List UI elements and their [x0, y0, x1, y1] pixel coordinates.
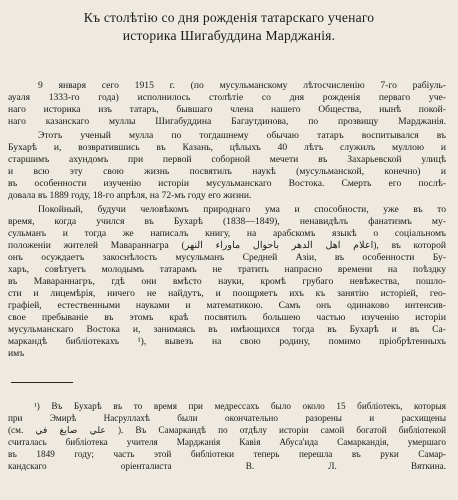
footnote-line: при Эмирѣ Насруллахѣ были окончательно разорены и расхищены [8, 413, 446, 423]
paragraph-3-line: свое пребываніе въ этомъ краѣ посвятилъ большею частью изученію исторіи [8, 312, 446, 323]
paragraph-2-line: старшимъ ахундомъ при первой соборной мечети въ Захарьевской улицѣ [8, 154, 446, 165]
paragraph-3-line: положеніи жителей Мавараннагра (اعلام اهل الدهر باحوال ماوراء النهر), въ которой [8, 240, 446, 251]
paragraph-1-line: 9 января сего 1915 г. (по мусульманскому лѣтосчисленію 7-го рабіуль- [38, 80, 446, 91]
paragraph-3-line: мусульманскаго Востока и, занимаясь въ имѣющихся тогда въ Бухарѣ и въ Са- [8, 324, 446, 335]
paragraph-2-line: Бухарѣ и, возвратившись въ Казань, цѣлыхъ 40 лѣтъ служилъ муллою и [8, 142, 446, 153]
paragraph-2-line: въ особенности изученію исторіи мусульманскаго Востока. Смерть его послѣ- [8, 178, 446, 189]
paragraph-2-line: довала въ 1889 году, 18-го апрѣля, на 72-мъ году его жизни. [8, 190, 252, 201]
paragraph-3-line: маркандѣ библіотекахъ ¹), вывезъ на свою родину, помимо пріобрѣтенныхъ [8, 336, 446, 347]
paragraph-1-line: наго историка изъ татаръ, бывшаго члена нашего Общества, нынѣ покой- [8, 104, 446, 115]
title-line-2: историка Шигабуддина Марджанія. [122, 28, 336, 43]
footnote-line: ¹) Въ Бухарѣ въ то время при медрессахъ было около 15 библіотекъ, которыя [34, 401, 446, 411]
paragraph-3-line: онъ осуждаетъ закоснѣлость мусульманъ Средней Азіи, въ особенности Бу- [8, 252, 446, 263]
footnote-divider [11, 382, 73, 383]
paragraph-3-line: имъ [8, 348, 25, 359]
paragraph-3-line: харъ, совѣтуетъ молодымъ татарамъ не тратить напрасно времени на поѣздку [8, 264, 446, 275]
paragraph-2-line: и всю эту свою жизнь посвятилъ наукѣ (мусульманской, конечно) и [8, 166, 446, 177]
paragraph-3-line: сти и лицемѣрія, ничего не найдутъ, и поощряетъ ихъ къ занятію исторіей, гео- [8, 288, 446, 299]
footnote-line: въ 1849 году; часть этой библіотеки теперь перешла въ руки Самар- [8, 449, 446, 459]
paragraph-3-line: Покойный, будучи человѣкомъ природнаго ума и способности, уже въ то [38, 204, 446, 215]
paragraph-3-line: въ Мавараннагръ, гдѣ они вмѣсто науки, кромѣ грубаго невѣжества, пошло- [8, 276, 446, 287]
paragraph-3-line: время, когда учился въ Бухарѣ (1838—1849), ненавидѣлъ фанатизмъ му- [8, 216, 446, 227]
title-line-1: Къ столѣтію со дня рожденія татарскаго ученаго [83, 10, 375, 25]
footnote-line: (см. علي صايغ في ). Въ Самаркандѣ по отдѣлу исторіи самой богатой библіотекой [8, 425, 446, 435]
footnote-line: кандскаго оріенталиста В. Л. Вяткина. [8, 461, 446, 471]
paragraph-1-line: наго казанскаго муллы Шигабуддина Багаутдинова, по прозвищу Марджанія. [8, 116, 446, 127]
footnote-line: считалась библіотека учителя Марджанія Кавія Абуса'ида Самаркандія, умершаго [8, 437, 446, 447]
paragraph-3-line: графіей, естественными науками и математикою. Самъ онъ одинаково интенсив- [8, 300, 446, 311]
paragraph-2-line: Этотъ ученый мулла по тогдашнему обычаю татаръ воспитывался въ [38, 130, 446, 141]
paragraph-1-line: ауаля 1333-го года) исполнилось столѣтіе со дня рожденія перваго уче- [8, 92, 446, 103]
paragraph-3-line: сульманъ и тогда же написалъ книгу, на арабскомъ языкѣ о соціальномъ [8, 228, 446, 239]
